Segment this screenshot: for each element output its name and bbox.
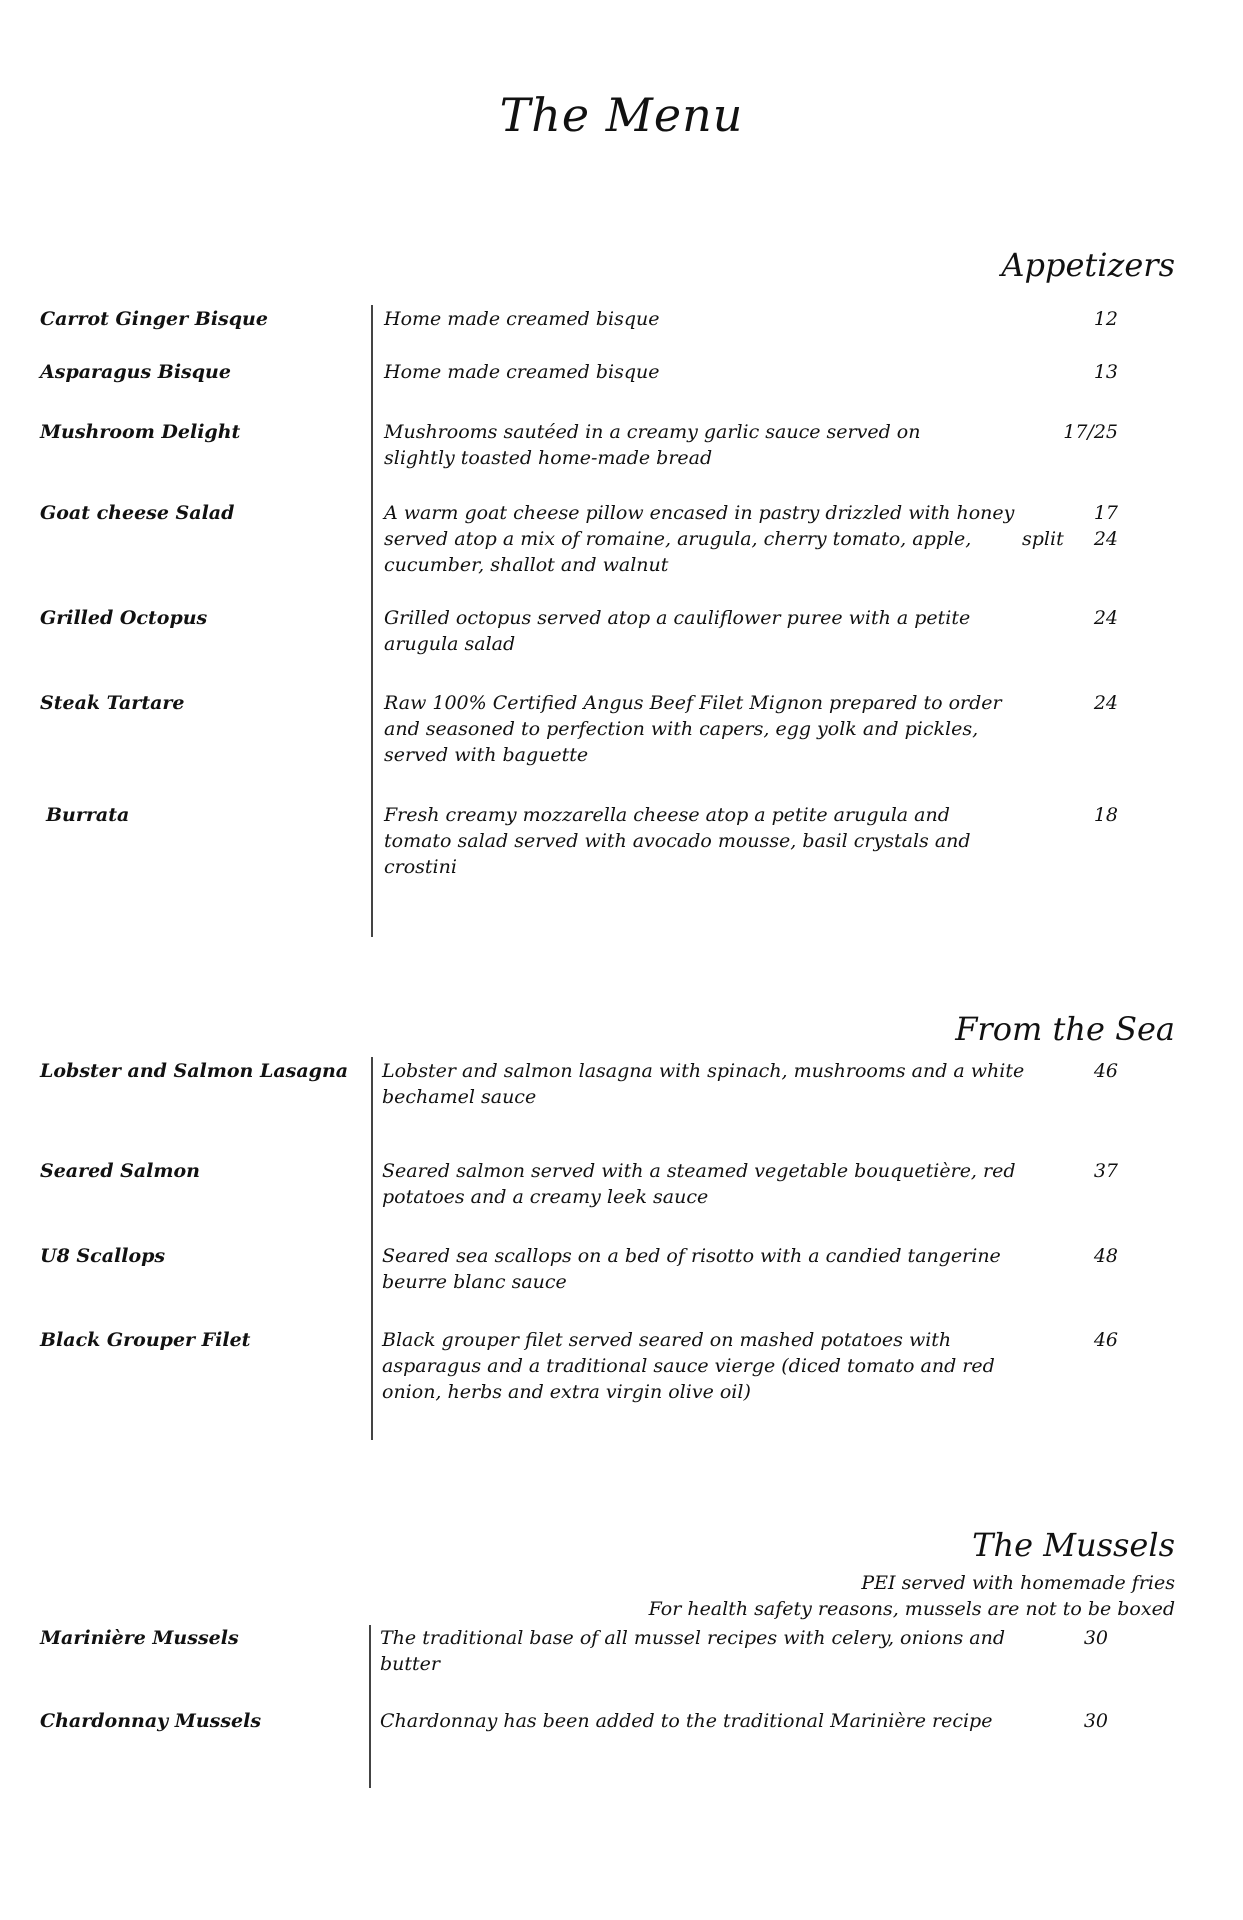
mussels-heading: The Mussels (972, 1526, 1175, 1564)
item-name: U8 Scallops (40, 1245, 166, 1267)
item-name: Grilled Octopus (40, 607, 208, 629)
item-description: Fresh creamy mozzarella cheese atop a petite arugula and tomato salad served with avocado mousse, basil crystals and crostini (384, 804, 971, 878)
item-name: Chardonnay Mussels (40, 1710, 262, 1732)
item-description: Home made creamed bisque (384, 361, 660, 383)
appetizers-divider (371, 305, 373, 937)
item-price: 24 (1093, 607, 1118, 629)
sea-heading: From the Sea (955, 1010, 1175, 1048)
item-description: Home made creamed bisque (384, 308, 660, 330)
item-price: 13 (1093, 361, 1118, 383)
item-name: Mushroom Delight (40, 421, 241, 443)
item-description: The traditional base of all mussel recipes with celery, onions and butter (380, 1627, 1005, 1675)
item-description: Lobster and salmon lasagna with spinach, mushrooms and a white bechamel sauce (382, 1060, 1025, 1108)
item-price: 12 (1093, 308, 1118, 330)
item-name: Carrot Ginger Bisque (40, 308, 268, 330)
item-description: Mushrooms sautéed in a creamy garlic sauce served on slightly toasted home-made bread (384, 421, 921, 469)
item-price: 17/25 (1063, 421, 1118, 443)
sea-divider (371, 1057, 373, 1440)
item-name: Marinière Mussels (40, 1627, 239, 1649)
item-price: 18 (1093, 804, 1118, 826)
item-description: A warm goat cheese pillow encased in pastry drizzled with honey served atop a mix of romaine, arugula, cherry tomato, apple, cucumber, shallot and walnut (384, 502, 1015, 576)
mussels-note-fries: PEI served with homemade fries (861, 1572, 1175, 1594)
item-description: Seared sea scallops on a bed of risotto with a candied tangerine beurre blanc sauce (382, 1245, 1001, 1293)
item-price: 48 (1093, 1245, 1118, 1267)
item-description: Raw 100% Certified Angus Beef Filet Mignon prepared to order and seasoned to perfection with capers, egg yolk and pickles, served with baguette (384, 692, 1002, 766)
mussels-note-safety: For health safety reasons, mussels are not to be boxed (648, 1598, 1175, 1620)
item-name: Burrata (46, 804, 130, 826)
item-price: 24 (1093, 692, 1118, 714)
item-price: 46 (1093, 1329, 1118, 1351)
item-name: Goat cheese Salad (40, 502, 235, 524)
item-description: Grilled octopus served atop a cauliflower puree with a petite arugula salad (384, 607, 971, 655)
item-description: Chardonnay has been added to the traditional Marinière recipe (380, 1710, 993, 1732)
item-description: Black grouper filet served seared on mashed potatoes with asparagus and a traditional sauce vierge (diced tomato and red onion, herbs and extra virgin olive oil) (382, 1329, 995, 1403)
item-name: Black Grouper Filet (40, 1329, 251, 1351)
menu-title: The Menu (499, 88, 744, 142)
item-description: Seared salmon served with a steamed vegetable bouquetière, red potatoes and a creamy leek sauce (382, 1160, 1016, 1208)
item-price: 17 (1093, 502, 1118, 524)
item-name: Seared Salmon (40, 1160, 200, 1182)
item-price: 37 (1093, 1160, 1118, 1182)
mussels-divider (369, 1625, 371, 1788)
item-name: Asparagus Bisque (40, 361, 231, 383)
item-name: Steak Tartare (40, 692, 185, 714)
split-price: 24 (1093, 528, 1118, 550)
item-name: Lobster and Salmon Lasagna (40, 1060, 349, 1082)
item-price: 30 (1083, 1710, 1108, 1732)
split-label: split (1022, 528, 1064, 550)
item-price: 30 (1083, 1627, 1108, 1649)
item-price: 46 (1093, 1060, 1118, 1082)
appetizers-heading: Appetizers (1001, 246, 1175, 284)
